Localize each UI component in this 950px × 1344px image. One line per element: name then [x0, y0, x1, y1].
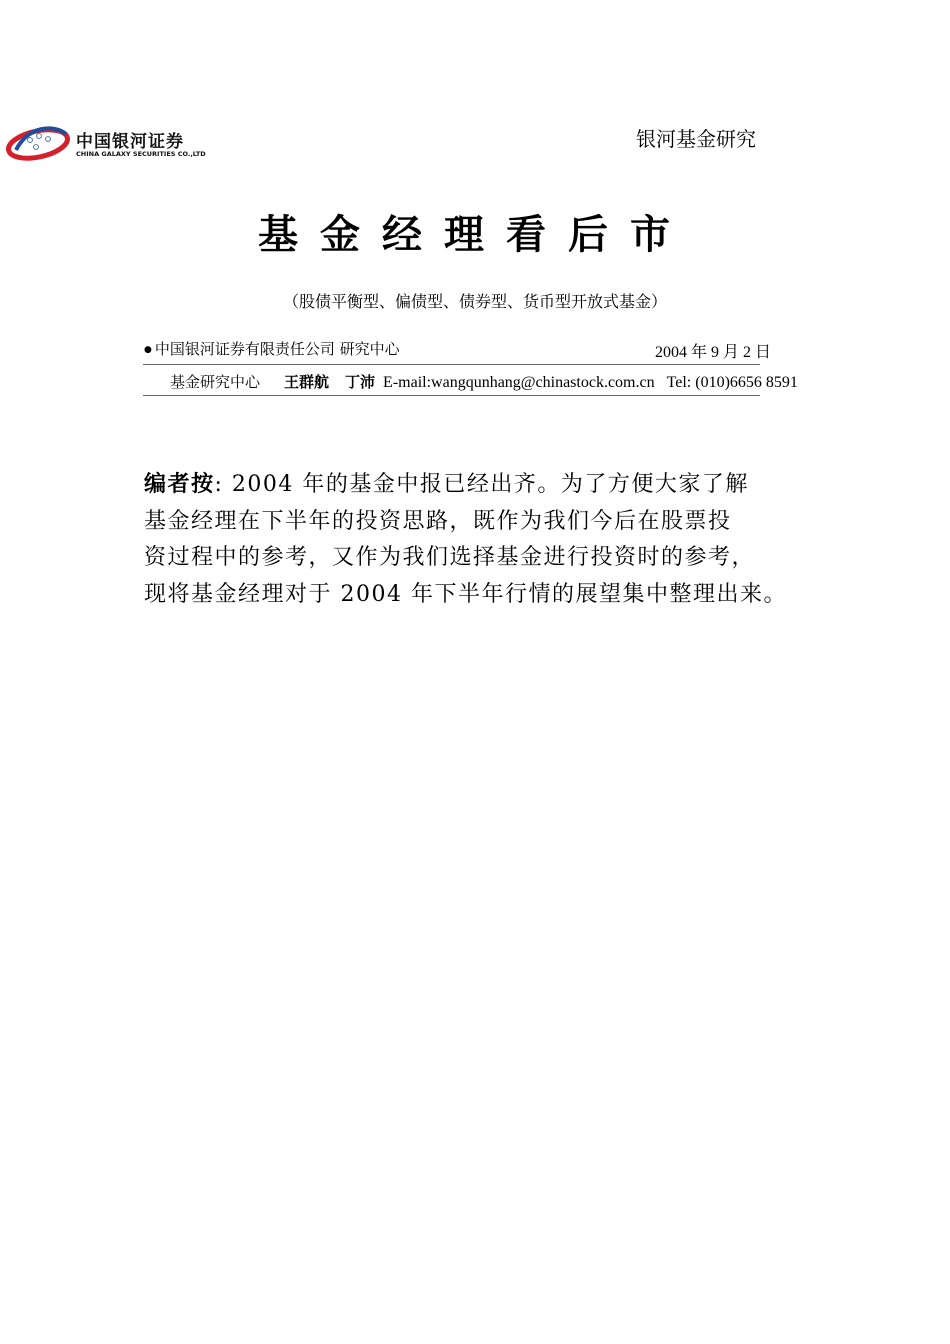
bullet: ●: [144, 345, 152, 355]
editor-note-separator: :: [214, 472, 224, 497]
report-series: 银河基金研究: [636, 127, 756, 151]
divider-top: [143, 364, 760, 365]
document-subtitle: （股债平衡型、偏债型、债券型、货币型开放式基金）: [282, 292, 667, 311]
editor-note-lead: 编者按: [144, 471, 215, 497]
organization-name: 中国银河证券有限责任公司 研究中心: [154, 340, 400, 358]
logo-chinese-name: 中国银河证券: [76, 132, 184, 152]
editor-note-line: 基金经理在下半年的投资思路，既作为我们今后在股票投: [144, 508, 732, 534]
editor-note-line: [144, 466, 814, 504]
organization-line: [144, 338, 400, 359]
galaxy-logo-icon: [6, 120, 72, 166]
document-title: 基金经理看后市: [258, 212, 692, 258]
department: 基金研究中心: [170, 373, 261, 391]
editor-note: [144, 466, 814, 613]
report-date: 2004 年 9 月 2 日: [655, 344, 772, 361]
divider-bottom: [143, 395, 760, 396]
editor-note-line: 资过程中的参考，又作为我们选择基金进行投资时的参考，: [144, 545, 756, 570]
author-email: E-mail:wangqunhang@chinastock.com.cn: [383, 374, 655, 391]
editor-note-line: 现将基金经理对于 2004 年下半年行情的展望集中整理出来。: [144, 581, 787, 607]
editor-note-text: 2004 年的基金中报已经出齐。为了方便大家了解: [223, 472, 749, 497]
company-logo: [6, 120, 206, 166]
author-name: 丁沛: [345, 373, 376, 391]
logo-english-name: CHINA GALAXY SECURITIES CO.,LTD: [76, 150, 206, 158]
author-name: 王群航: [284, 373, 330, 391]
author-line: [170, 371, 810, 392]
author-tel: Tel: (010)6656 8591: [666, 374, 798, 391]
